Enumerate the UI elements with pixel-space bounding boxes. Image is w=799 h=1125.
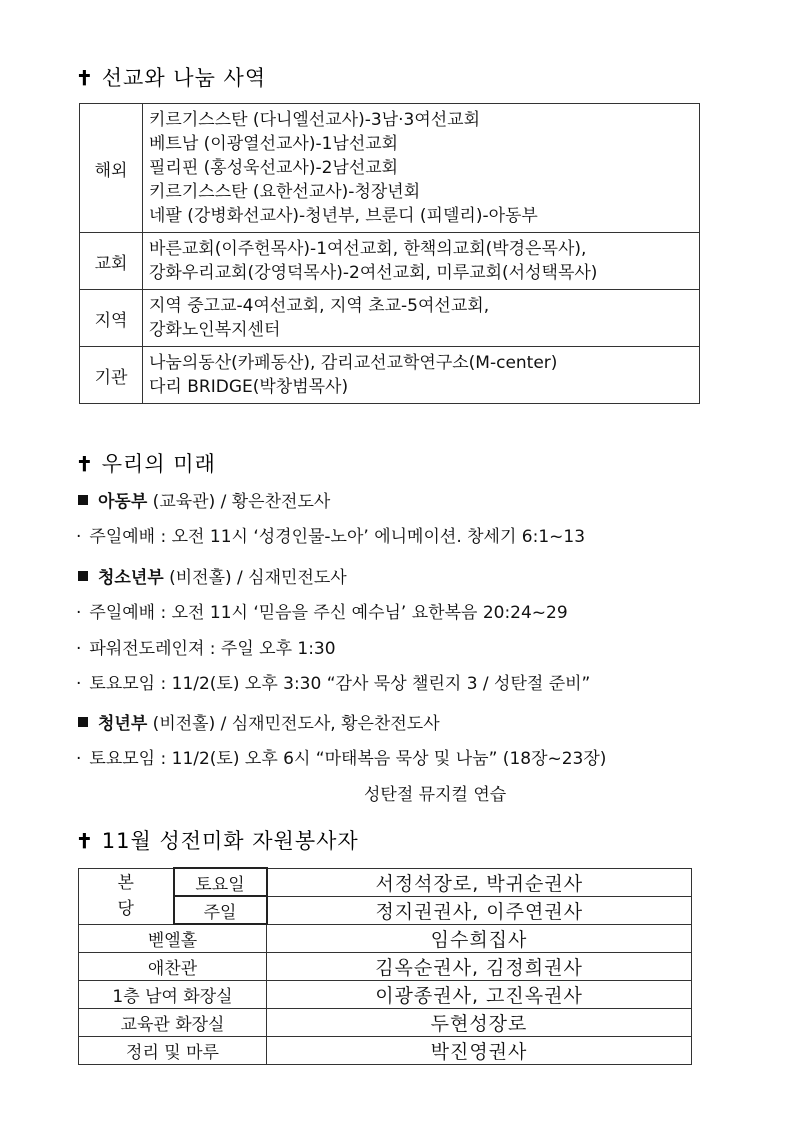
dept-detail: (비전홀) / 심재민전도사, 황은찬전도사 bbox=[147, 714, 440, 734]
mission-heading bbox=[76, 62, 266, 92]
volunteer-names: 김옥순권사, 김정희권사 bbox=[267, 952, 692, 980]
schedule-item: · 주일예배 : 오전 11시 ‘믿음을 주신 예수님’ 요한복음 20:24~29 bbox=[76, 603, 568, 623]
mission-line: 베트남 (이광열선교사)-1남선교회 bbox=[149, 134, 399, 154]
table-row bbox=[79, 1036, 692, 1064]
mission-table bbox=[79, 103, 700, 404]
mission-category: 해외 bbox=[80, 104, 143, 233]
dot-bullet: · bbox=[76, 749, 82, 769]
place-cell: 애찬관 bbox=[79, 952, 267, 980]
table-row bbox=[79, 1008, 692, 1036]
dept-name: 청년부 bbox=[98, 714, 148, 734]
schedule-item: · 파워전도레인져 : 주일 오후 1:30 bbox=[76, 639, 336, 659]
mission-category: 기관 bbox=[80, 347, 143, 404]
cross-icon: ✝ bbox=[76, 829, 94, 853]
mission-line: 키르기스스탄 (요한선교사)-청장년회 bbox=[149, 182, 421, 202]
volunteer-names: 두현성장로 bbox=[267, 1008, 692, 1036]
table-row bbox=[79, 980, 692, 1008]
mission-line: 키르기스스탄 (다니엘선교사)-3남·3여선교회 bbox=[149, 110, 481, 130]
volunteers-title: 11월 성전미화 자원봉사자 bbox=[101, 829, 359, 853]
mission-line: 강화우리교회(강영덕목사)-2여선교회, 미루교회(서성택목사) bbox=[149, 263, 598, 283]
mission-category: 지역 bbox=[80, 290, 143, 347]
dept-name: 청소년부 bbox=[98, 568, 164, 588]
mission-title: 선교와 나눔 사역 bbox=[101, 66, 267, 90]
day-cell: 주일 bbox=[174, 896, 267, 924]
mission-category: 교회 bbox=[80, 233, 143, 290]
mission-line: 다리 BRIDGE(박창범목사) bbox=[149, 377, 349, 397]
future-heading bbox=[76, 448, 216, 478]
square-bullet-icon bbox=[78, 717, 88, 727]
square-bullet-icon bbox=[78, 571, 88, 581]
mission-line: 지역 중고교-4여선교회, 지역 초교-5여선교회, bbox=[149, 296, 490, 316]
volunteer-names: 박진영권사 bbox=[267, 1036, 692, 1064]
dot-bullet: · bbox=[76, 639, 82, 659]
dot-bullet: · bbox=[76, 603, 82, 623]
main-sanctuary-cell: 본 당 bbox=[79, 868, 174, 924]
mission-line: 바른교회(이주헌목사)-1여선교회, 한책의교회(박경은목사), bbox=[149, 239, 587, 259]
volunteer-names: 임수희집사 bbox=[267, 924, 692, 952]
dept-youth bbox=[78, 563, 347, 588]
mission-row-region bbox=[80, 290, 700, 347]
dept-children bbox=[78, 487, 330, 512]
volunteer-names: 이광종권사, 고진옥권사 bbox=[267, 980, 692, 1008]
mission-line: 필리핀 (홍성욱선교사)-2남선교회 bbox=[149, 158, 399, 178]
volunteer-table bbox=[78, 867, 692, 1065]
table-row bbox=[79, 868, 692, 896]
schedule-item: · 토요모임 : 11/2(토) 오후 6시 “마태복음 묵상 및 나눔” (18장~23장) bbox=[76, 749, 607, 769]
day-cell: 토요일 bbox=[174, 868, 267, 896]
mission-row-church bbox=[80, 233, 700, 290]
mission-line: 나눔의동산(카페동산), 감리교선교학연구소(M-center) bbox=[149, 353, 558, 373]
schedule-item: · 토요모임 : 11/2(토) 오후 3:30 “감사 묵상 챌린지 3 / 성탄절 준비” bbox=[76, 674, 591, 694]
dot-bullet: · bbox=[76, 527, 82, 547]
square-bullet-icon bbox=[78, 495, 88, 505]
place-cell: 정리 및 마루 bbox=[79, 1036, 267, 1064]
mission-row-institution bbox=[80, 347, 700, 404]
table-row bbox=[79, 952, 692, 980]
volunteer-names: 서정석장로, 박귀순권사 bbox=[267, 868, 692, 896]
place-cell: 1층 남여 화장실 bbox=[79, 980, 267, 1008]
mission-line: 네팔 (강병화선교사)-청년부, 브룬디 (피델리)-아동부 bbox=[149, 206, 538, 226]
schedule-item: · 주일예배 : 오전 11시 ‘성경인물-노아’ 에니메이션. 창세기 6:1~13 bbox=[76, 527, 586, 547]
volunteer-names: 정지권권사, 이주연권사 bbox=[267, 896, 692, 924]
dot-bullet: · bbox=[76, 674, 82, 694]
dept-young-adults bbox=[78, 709, 440, 734]
future-title: 우리의 미래 bbox=[101, 452, 216, 476]
place-cell: 교육관 화장실 bbox=[79, 1008, 267, 1036]
volunteers-heading bbox=[76, 825, 359, 855]
dept-detail: (교육관) / 황은찬전도사 bbox=[147, 492, 331, 512]
schedule-continuation: 성탄절 뮤지컬 연습 bbox=[364, 785, 507, 805]
table-row bbox=[79, 924, 692, 952]
mission-line: 강화노인복지센터 bbox=[149, 320, 281, 340]
cross-icon: ✝ bbox=[76, 66, 94, 90]
dept-name: 아동부 bbox=[98, 492, 148, 512]
mission-row-overseas bbox=[80, 104, 700, 233]
place-cell: 벧엘홀 bbox=[79, 924, 267, 952]
dept-detail: (비전홀) / 심재민전도사 bbox=[163, 568, 347, 588]
cross-icon: ✝ bbox=[76, 452, 94, 476]
